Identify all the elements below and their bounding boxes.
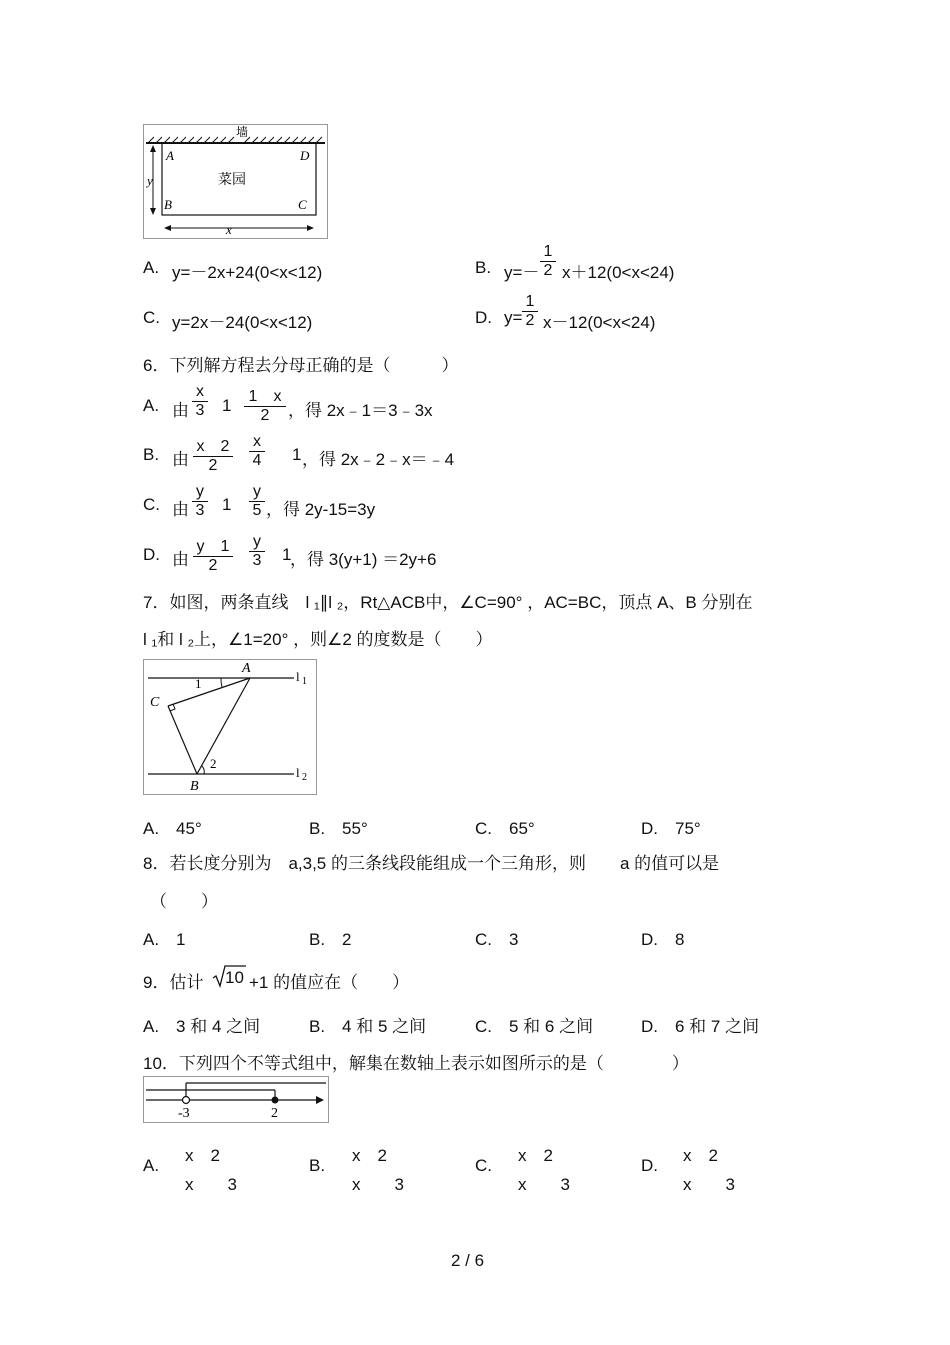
q7-option-d: D. 75° xyxy=(641,819,701,838)
q8-option-c: C. 3 xyxy=(475,930,519,949)
triangle-diagram xyxy=(144,660,316,794)
option-label: A. xyxy=(143,1156,160,1175)
fraction-numerator: y 1 xyxy=(196,538,230,555)
garden-figure xyxy=(143,124,328,239)
fraction-numerator: 1 x xyxy=(248,388,282,405)
q9-option-b: B. 4 和 5 之间 xyxy=(309,1017,427,1036)
angle-2-label: 2 xyxy=(210,756,217,771)
q6-option-a-fraction-1 xyxy=(192,383,208,420)
radicand: 10 xyxy=(225,968,244,987)
q7-stem-line-2: l ₁和 l ₂上，∠1=20° ，则∠2 的度数是（ ） xyxy=(143,630,493,649)
fraction-numerator: x 2 xyxy=(196,438,230,455)
inequality-bottom: x 3 xyxy=(352,1175,404,1194)
q6-option-a-you: 由 xyxy=(172,401,189,420)
line-l2-label: l xyxy=(296,765,300,780)
q5-option-d-fraction xyxy=(522,293,538,330)
q6-option-c-result: ，得 2y-15=3y xyxy=(266,500,376,519)
q8-stem-line-1: 8．若长度分别为 a,3,5 的三条线段能组成一个三角形，则 a 的值可以是 xyxy=(143,854,720,873)
inequality-top: x 2 xyxy=(683,1146,718,1165)
fraction-denominator: 2 xyxy=(543,262,553,279)
number-line-figure xyxy=(143,1076,329,1123)
q5-option-d-pre: y= xyxy=(504,308,523,327)
q6-option-c-label: C. xyxy=(143,495,160,514)
angle-1-label: 1 xyxy=(195,676,202,691)
point-C: C xyxy=(150,695,160,710)
q5-option-b-pre: y=－ xyxy=(504,263,540,282)
point-A: A xyxy=(166,148,174,163)
sqrt-expression xyxy=(212,964,246,986)
q5-option-a-label: A. xyxy=(143,258,160,277)
point-A: A xyxy=(242,661,251,676)
fraction-denominator: 3 xyxy=(195,402,205,419)
q5-option-a-text: y=－2x+24(0<x<12) xyxy=(172,263,323,282)
fraction-denominator: 3 xyxy=(252,552,262,569)
option-label: D. xyxy=(641,1156,658,1175)
q6-stem: 6．下列解方程去分母正确的是（ ） xyxy=(143,356,459,375)
q7-option-c: C. 65° xyxy=(475,819,535,838)
x-label: x xyxy=(226,222,232,237)
q8-option-b: B. 2 xyxy=(309,930,352,949)
q8-option-a: A. 1 xyxy=(143,930,186,949)
fraction-numerator: y xyxy=(253,483,261,500)
q6-option-b-you: 由 xyxy=(172,450,189,469)
q5-option-d-post: x－12(0<x<24) xyxy=(543,313,656,332)
fraction-denominator: 4 xyxy=(252,452,262,469)
fraction-numerator: 1 xyxy=(525,293,535,310)
fraction-denominator: 2 xyxy=(525,312,535,329)
garden-label: 菜园 xyxy=(218,173,246,188)
fraction-numerator: 1 xyxy=(543,243,553,260)
q6-option-b-mid: 1 xyxy=(292,445,302,464)
inequality-top: x 2 xyxy=(518,1146,553,1165)
q5-option-d-label: D. xyxy=(475,308,492,327)
fraction-numerator: y xyxy=(253,533,261,550)
q6-option-d-you: 由 xyxy=(172,550,189,569)
point-B: B xyxy=(190,779,199,794)
q6-option-a-label: A. xyxy=(143,396,160,415)
fraction-denominator: 3 xyxy=(195,502,205,519)
q6-option-c-fraction-2 xyxy=(249,483,265,520)
fraction-numerator: x xyxy=(196,383,204,400)
inequality-bottom: x 3 xyxy=(518,1175,570,1194)
garden-diagram xyxy=(144,125,327,238)
number-line-diagram xyxy=(144,1077,328,1122)
q5-option-c-label: C. xyxy=(143,308,160,327)
q6-option-b-fraction-2 xyxy=(249,433,265,470)
q6-option-b-label: B. xyxy=(143,445,160,464)
fraction-denominator: 2 xyxy=(208,557,218,574)
q7-stem-line-1: 7．如图，两条直线 l ₁∥l ₂，Rt△ACB中，∠C=90° ，AC=BC，顶点 A、B 分别在 xyxy=(143,593,753,612)
q5-option-b-label: B. xyxy=(475,258,492,277)
q6-option-a-mid: 1 xyxy=(222,396,232,415)
point-C: C xyxy=(298,197,307,212)
tick-label-2: 2 xyxy=(271,1106,278,1121)
inequality-bottom: x 3 xyxy=(185,1175,237,1194)
point-B: B xyxy=(164,197,172,212)
q6-option-c-you: 由 xyxy=(172,500,189,519)
q6-option-c-fraction-1 xyxy=(192,483,208,520)
triangle-figure xyxy=(143,659,317,795)
inequality-top: x 2 xyxy=(185,1146,220,1165)
q6-option-d-fraction-2 xyxy=(249,533,265,570)
fraction-denominator: 5 xyxy=(252,502,262,519)
q6-option-a-fraction-2 xyxy=(244,383,286,425)
q5-option-b-fraction xyxy=(540,243,556,280)
line-l2-subscript: 2 xyxy=(302,772,307,783)
option-label: C. xyxy=(475,1156,492,1175)
q6-option-d-fraction-1 xyxy=(193,533,233,575)
fraction-numerator: y xyxy=(196,483,204,500)
line-l1-label: l xyxy=(296,669,300,684)
q7-option-b: B. 55° xyxy=(309,819,368,838)
q9-stem-pre: 9．估计 xyxy=(143,973,204,992)
q5-option-b-post: x＋12(0<x<24) xyxy=(562,263,675,282)
line-l1-subscript: 1 xyxy=(302,676,307,687)
q10-stem: 10．下列四个不等式组中，解集在数轴上表示如图所示的是（ ） xyxy=(143,1054,689,1073)
q6-option-d-result: ，得 3(y+1) ＝2y+6 xyxy=(290,550,437,569)
inequality-top: x 2 xyxy=(352,1146,387,1165)
fraction-numerator: x xyxy=(253,433,261,450)
point-D: D xyxy=(300,148,310,163)
q9-stem-post: +1 的值应在（ ） xyxy=(249,973,410,992)
q7-option-a: A. 45° xyxy=(143,819,202,838)
q6-option-b-fraction-1 xyxy=(193,433,233,475)
q6-option-d-mid: 1 xyxy=(282,545,292,564)
q6-option-d-label: D. xyxy=(143,545,160,564)
inequality-bottom: x 3 xyxy=(683,1175,735,1194)
page-number: 2 / 6 xyxy=(451,1251,485,1270)
q6-option-b-result: ，得 2x﹣2﹣x＝﹣4 xyxy=(302,450,455,469)
q9-option-c: C. 5 和 6 之间 xyxy=(475,1017,594,1036)
tick-label-neg3: -3 xyxy=(178,1106,190,1121)
fraction-denominator: 2 xyxy=(208,457,218,474)
q6-option-c-mid: 1 xyxy=(222,495,232,514)
q8-option-d: D. 8 xyxy=(641,930,685,949)
q5-option-c-text: y=2x－24(0<x<12) xyxy=(172,313,313,332)
q8-stem-line-2: （ ） xyxy=(150,892,218,911)
option-label: B. xyxy=(309,1156,326,1175)
y-label: y xyxy=(147,173,153,188)
fraction-denominator: 2 xyxy=(260,407,270,424)
q6-option-a-result: ，得 2x﹣1＝3﹣3x xyxy=(288,401,433,420)
wall-label: 墙 xyxy=(236,125,249,139)
q9-option-d: D. 6 和 7 之间 xyxy=(641,1017,760,1036)
q9-option-a: A. 3 和 4 之间 xyxy=(143,1017,261,1036)
